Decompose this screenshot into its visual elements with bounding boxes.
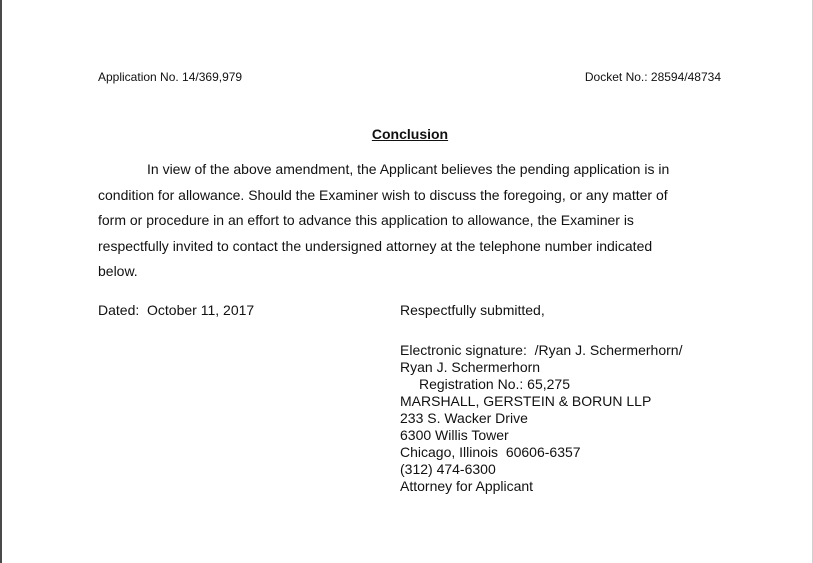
- dated-line: Dated: October 11, 2017: [98, 302, 255, 318]
- address-line-2: 6300 Willis Tower: [400, 427, 509, 443]
- application-number: Application No. 14/369,979: [98, 70, 243, 84]
- paragraph-line: respectfully invited to contact the undersigned attorney at the telephone number indicated: [98, 237, 653, 254]
- address-line-1: 233 S. Wacker Drive: [400, 410, 528, 426]
- closing-line: Respectfully submitted,: [400, 302, 545, 318]
- paragraph-line: condition for allowance. Should the Examiner wish to discuss the foregoing, or any matter of: [98, 186, 668, 203]
- section-title: Conclusion: [371, 126, 449, 142]
- paragraph-line: form or procedure in an effort to advance this application to allowance, the Examiner is: [98, 212, 634, 228]
- firm-name: MARSHALL, GERSTEIN & BORUN LLP: [400, 393, 652, 409]
- registration-number: Registration No.: 65,275: [419, 376, 570, 392]
- electronic-signature: Electronic signature: /Ryan J. Schermerhorn/: [400, 342, 683, 358]
- page-left-edge: [0, 0, 2, 563]
- paragraph-line: below.: [98, 263, 138, 279]
- signature-block: [400, 342, 682, 495]
- attorney-name: Ryan J. Schermerhorn: [400, 359, 541, 375]
- attorney-role: Attorney for Applicant: [400, 478, 534, 494]
- city-state-zip: Chicago, Illinois 60606-6357: [400, 444, 581, 460]
- conclusion-paragraph: [98, 157, 738, 285]
- phone-number: (312) 474-6300: [400, 461, 496, 477]
- paragraph-line: In view of the above amendment, the Applicant believes the pending application is in: [147, 161, 670, 177]
- docket-number: Docket No.: 28594/48734: [584, 70, 721, 84]
